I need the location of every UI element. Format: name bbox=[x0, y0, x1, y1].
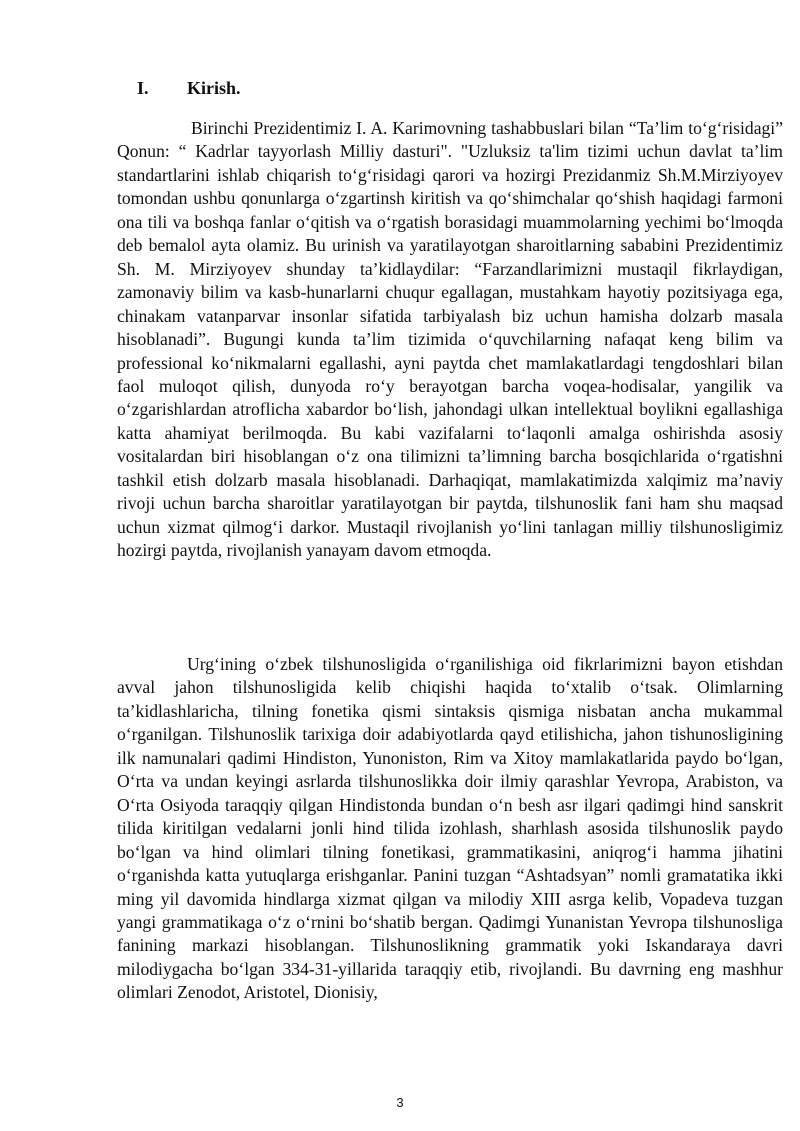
page-number: 3 bbox=[396, 1095, 404, 1110]
body-paragraph-1: Birinchi Prezidentimiz I. A. Karimovning tashabbuslari bilan “Ta’lim to‘g‘risidagi” Qonun: “ Kadrlar tayyorlash Milliy dasturi". "Uzluksiz ta'lim tizimi uchun davlat ta’lim standartlarini ishlab chiqarish to‘g‘risidagi qarori va hozirgi Prezidanmiz Sh.M.Mirziyoyev tomondan ushbu qonunlarga o‘zgartinsh kiritish va qo‘shimchalar qo‘shish haqidagi farmoni ona tili va boshqa fanlar o‘qitish va o‘rgatish borasidagi muammolarning yechimi bo‘lmoqda deb bemalol ayta olamiz. Bu urinish va yaratilayotgan sharoitlarning sababini Prezidentimiz Sh. M. Mirziyoyev shunday ta’kidlaydilar: “Farzandlarimizni mustaqil fikrlaydigan, zamonaviy bilim va kasb-hunarlarni chuqur egallagan, mustahkam hayotiy pozitsiyaga ega, chinakam vatanparvar insonlar sifatida tarbiyalash biz uchun hamisha dolzarb masala hisoblanadi”. Bugungi kunda ta’lim tizimida o‘quvchilarning nafaqat keng bilim va professional ko‘nikmalarni egallashi, ayni paytda chet mamlakatlardagi tengdoshlari bilan faol muloqot qilish, dunyoda ro‘y berayotgan barcha voqea-hodisalar, yangilik va o‘zgarishlardan atroflicha xabardor bo‘lish, jahondagi ulkan intellektual boylikni egallashiga katta ahamiyat berilmoqda. Bu kabi vazifalarni to‘laqonli amalga oshirishda asosiy vositalardan biri hisoblangan o‘z ona tilimizni ta’limning barcha bosqichlarida o‘rgatishni tashkil etish dolzarb masala hisoblanadi. Darhaqiqat, mamlakatimizda xalqimiz ma’naviy rivoji uchun barcha sharoitlar yaratilayotgan bir paytda, tilshunoslik fani ham shu maqsad uchun xizmat qilmog‘i darkor. Mustaqil rivojlanish yo‘lini tanlagan milliy tilshunosligimiz hozirgi paytda, rivojlanish yanayam davom etmoqda. bbox=[117, 118, 783, 561]
body-paragraph-2: Urg‘ining o‘zbek tilshunosligida o‘rganilishiga oid fikrlarimizni bayon etishdan avval jahon tilshunosligida kelib chiqishi haqida to‘xtalib o‘tsak. Olimlarning ta’kidlashlaricha, tilning fonetika qismi sintaksis qismiga nisbatan ancha mukammal o‘rganilgan. Tilshunoslik tarixiga doir adabiyotlarda qayd etilishicha, jahon tishunosligining ilk namunalari qadimi Hindiston, Yunoniston, Rim va Xitoy mamlakatlarida paydo bo‘lgan, O‘rta va undan keyingi asrlarda tilshunoslikka doir ilmiy qarashlar Yevropa, Arabiston, va O‘rta Osiyoda taraqqiy qilgan Hindistonda bundan o‘n besh asr ilgari qadimgi hind sanskrit tilida kiritilgan vedalarni jonli hind tilida izohlash, sharhlash asosida tilshunoslik paydo bo‘lgan va hind olimlari tilning fonetikasi, grammatikasini, aniqrog‘i hamma jihatini o‘rganishda katta yutuqlarga erishganlar. Panini tuzgan “Ashtadsyan” nomli gramatatika ikki ming yil davomida hindlarga xizmat qilgan va milodiy XIII asrga kelib, Vopadeva tuzgan yangi grammatikaga o‘z o‘rnini bo‘shatib bergan. Qadimgi Yunanistan Yevropa tilshunosliga fanining markazi hisoblangan. Tilshunoslikning grammatik yoki Iskandaraya davri milodiygacha bo‘lgan 334-31-yillarida taraqqiy etib, rivojlandi. Bu davrning eng mashhur olimlari Zenodot, Aristotel, Dionisiy, bbox=[117, 654, 783, 1003]
section-title: Kirish. bbox=[187, 78, 241, 98]
section-heading bbox=[137, 76, 241, 100]
section-number: I. bbox=[137, 78, 149, 98]
